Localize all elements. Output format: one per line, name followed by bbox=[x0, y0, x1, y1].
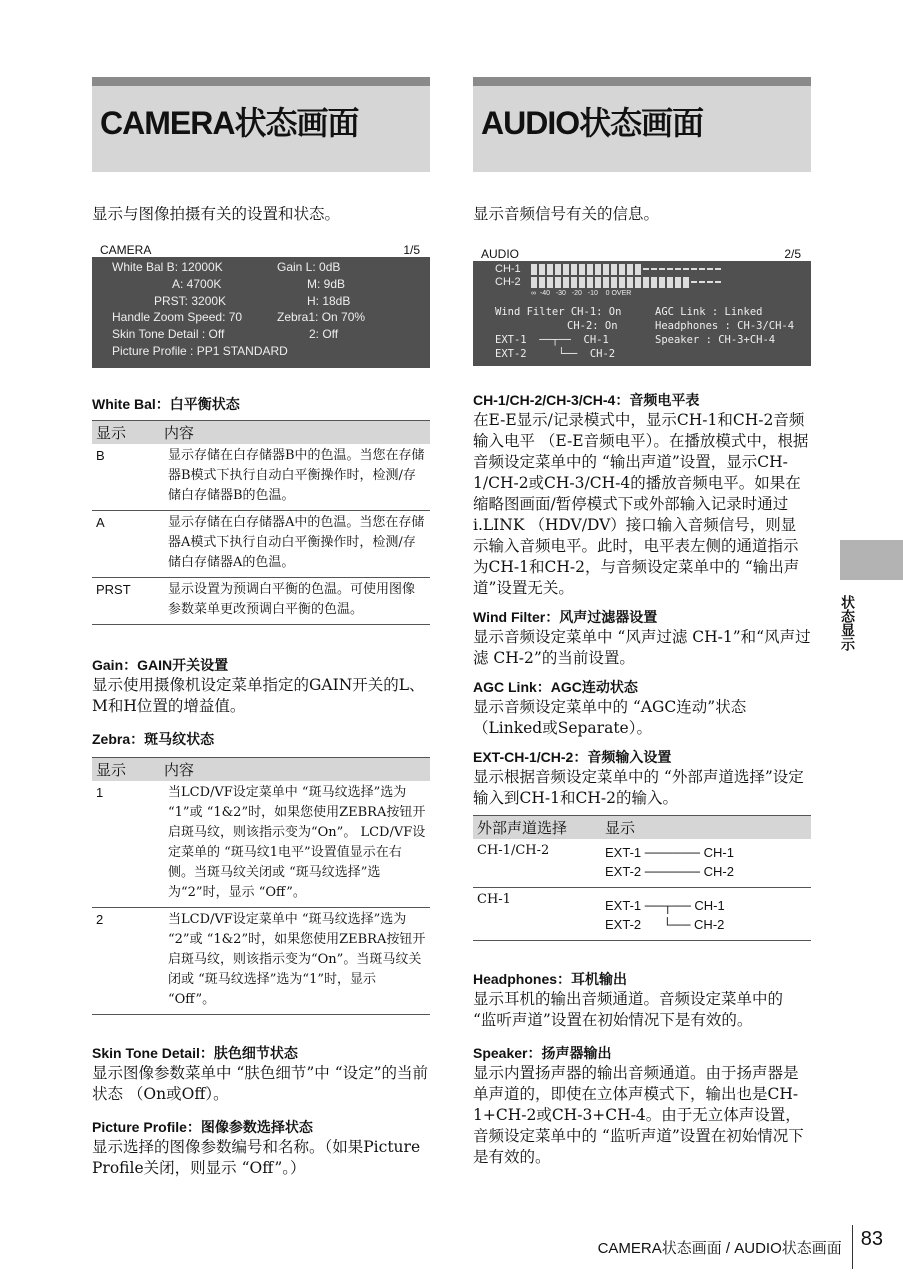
route-line: EXT-1 ──┬── CH-1 bbox=[605, 898, 725, 913]
meter-segment bbox=[587, 277, 593, 288]
camera-section-banner bbox=[92, 77, 430, 172]
table-row bbox=[92, 781, 430, 908]
meter-segment bbox=[667, 268, 673, 270]
meter-segment bbox=[635, 264, 641, 275]
agc-link-heading: AGC Link：AGC连动状态 bbox=[473, 679, 638, 695]
table-cell-key: PRST bbox=[92, 578, 160, 625]
meter-segment bbox=[627, 277, 633, 288]
audio-section-title: AUDIO状态画面 bbox=[481, 105, 704, 141]
table-row bbox=[92, 444, 430, 511]
route-line: EXT-2 └── CH-2 bbox=[605, 917, 725, 932]
white-bal-heading: White Bal：白平衡状态 bbox=[92, 396, 240, 412]
gain-text: 显示使用摄像机设定菜单指定的GAIN开关的L、 M和H位置的增益值。 bbox=[92, 676, 425, 715]
headphones-heading: Headphones：耳机输出 bbox=[473, 971, 628, 987]
meter-segment bbox=[715, 281, 721, 283]
picture-profile-text: 显示选择的图像参数编号和名称。（如果Picture Profile关闭，则显示 “Off”。） bbox=[92, 1138, 421, 1177]
audio-section-banner bbox=[473, 77, 811, 172]
camera-screen-title: CAMERA bbox=[100, 243, 152, 257]
table-cell-value bbox=[601, 888, 811, 941]
gain-heading: Gain：GAIN开关设置 bbox=[92, 657, 229, 673]
table-cell-key: 2 bbox=[92, 908, 160, 1015]
meter-segment bbox=[579, 277, 585, 288]
audio-screen-row: AGC Link : Linked bbox=[655, 306, 763, 318]
meter-segment bbox=[715, 268, 721, 270]
audio-screen-header bbox=[473, 248, 811, 261]
meter-segment bbox=[587, 264, 593, 275]
table-header: 外部声道选择 bbox=[473, 816, 601, 840]
table-cell-value bbox=[601, 839, 811, 888]
meter-segment bbox=[539, 277, 545, 288]
table-cell-key: 1 bbox=[92, 781, 160, 908]
meter-segment bbox=[619, 264, 625, 275]
camera-screen-row: Picture Profile : PP1 STANDARD bbox=[112, 343, 288, 358]
camera-section-title: CAMERA状态画面 bbox=[100, 105, 359, 141]
skin-tone-text: 显示图像参数菜单中 “肤色细节”中 “设定”的当前状态 （On或Off）。 bbox=[92, 1064, 429, 1103]
audio-screen-row: CH-2: On bbox=[567, 320, 618, 332]
left-column bbox=[92, 77, 430, 1179]
table-cell-key: CH-1/CH-2 bbox=[473, 839, 601, 888]
route-line: EXT-2 ────── CH-2 bbox=[605, 864, 734, 879]
meter-segment bbox=[659, 268, 665, 270]
meter-segment bbox=[547, 264, 553, 275]
meter-segment bbox=[547, 277, 553, 288]
meter-label: CH-1 bbox=[495, 263, 521, 275]
level-meter-bars bbox=[531, 276, 723, 288]
camera-screen-page: 1/5 bbox=[403, 243, 420, 257]
chapter-tab bbox=[840, 540, 903, 580]
camera-screen-row: Skin Tone Detail : Off bbox=[112, 327, 225, 342]
ext-table bbox=[473, 815, 811, 941]
table-cell-key: CH-1 bbox=[473, 888, 601, 941]
meter-segment bbox=[675, 268, 681, 270]
meter-segment bbox=[531, 264, 537, 275]
table-header: 显示 bbox=[92, 758, 160, 782]
camera-status-screen bbox=[92, 244, 430, 368]
wind-filter-text: 显示音频设定菜单中 “风声过滤 CH-1”和“风声过滤 CH-2”的当前设置。 bbox=[473, 628, 811, 667]
audio-screen-row: EXT-2 └── CH-2 bbox=[495, 348, 616, 360]
page-footer bbox=[598, 1225, 883, 1269]
meter-label: CH-2 bbox=[495, 276, 521, 288]
wind-filter-heading: Wind Filter：风声过滤器设置 bbox=[473, 609, 658, 625]
table-cell-key: B bbox=[92, 444, 160, 511]
camera-screen-row: Zebra1: On 70% bbox=[277, 310, 366, 325]
meter-segment bbox=[603, 277, 609, 288]
table-row bbox=[473, 839, 811, 888]
camera-screen-row: 2: Off bbox=[309, 327, 339, 342]
audio-intro: 显示音频信号有关的信息。 bbox=[473, 205, 660, 223]
meter-segment bbox=[619, 277, 625, 288]
table-header: 内容 bbox=[160, 758, 430, 782]
meter-segment bbox=[635, 277, 641, 288]
right-column bbox=[473, 77, 811, 1168]
table-row bbox=[92, 908, 430, 1015]
meter-segment bbox=[571, 277, 577, 288]
audio-screen-row: EXT-1 ──┬── CH-1 bbox=[495, 334, 609, 346]
audio-screen-row: Speaker : CH-3+CH-4 bbox=[655, 334, 776, 346]
meter-segment bbox=[699, 268, 705, 270]
meter-segment bbox=[531, 277, 537, 288]
meter-segment bbox=[595, 277, 601, 288]
table-cell-value: 当LCD/VF设定菜单中 “斑马纹选择”选为 “1”或 “1&2”时，如果您使用ZEBRA按钮开启斑马纹，则该指示变为“On”。 LCD/VF设定菜单的 “斑马纹1电平”设置值显示在右侧。当斑马纹关闭或 “斑马纹选择”选为“2”时，显示 “Off”。 bbox=[160, 781, 430, 908]
page-number: 83 bbox=[852, 1225, 883, 1269]
meter-segment bbox=[651, 268, 657, 270]
audio-screen-row: Wind Filter CH-1: On bbox=[495, 306, 622, 318]
meter-segment bbox=[611, 264, 617, 275]
table-row bbox=[92, 511, 430, 578]
camera-screen-row: A: 4700K bbox=[172, 276, 222, 291]
audio-meter-ch1 bbox=[495, 263, 801, 276]
table-header: 显示 bbox=[601, 816, 811, 840]
table-cell-key: A bbox=[92, 511, 160, 578]
meter-segment bbox=[579, 264, 585, 275]
table-cell-value: 显示设置为预调白平衡的色温。可使用图像参数菜单更改预调白平衡的色温。 bbox=[160, 578, 430, 625]
meter-segment bbox=[643, 277, 649, 288]
headphones-text: 显示耳机的输出音频通道。音频设定菜单中的 “监听声道”设置在初始情况下是有效的。 bbox=[473, 990, 784, 1029]
audio-status-screen bbox=[473, 248, 811, 366]
meter-segment bbox=[563, 264, 569, 275]
meter-scale: ∞ -40 -30 -20 -10 0 OVER bbox=[531, 290, 632, 297]
camera-screen-row: M: 9dB bbox=[307, 276, 346, 291]
table-row bbox=[473, 888, 811, 941]
camera-screen-row: PRST: 3200K bbox=[154, 293, 227, 308]
meter-segment bbox=[707, 268, 713, 270]
meter-segment bbox=[555, 264, 561, 275]
level-meter-bars bbox=[531, 263, 723, 275]
meter-segment bbox=[595, 264, 601, 275]
meter-segment bbox=[683, 268, 689, 270]
meter-segment bbox=[683, 277, 689, 288]
audio-meter-ch2 bbox=[495, 276, 801, 289]
meter-segment bbox=[651, 277, 657, 288]
meter-segment bbox=[675, 277, 681, 288]
route-line: EXT-1 ────── CH-1 bbox=[605, 845, 734, 860]
meter-segment bbox=[691, 281, 697, 283]
camera-screen-header bbox=[92, 244, 430, 257]
table-cell-value: 当LCD/VF设定菜单中 “斑马纹选择”选为 “2”或 “1&2”时，如果您使用ZEBRA按钮开启斑马纹，则该指示变为“On”。当斑马纹关闭或 “斑马纹选择”选为“1”时，显示 “Off”。 bbox=[160, 908, 430, 1015]
agc-link-text: 显示音频设定菜单中的 “AGC连动”状态（Linked或Separate）。 bbox=[473, 698, 747, 737]
meter-segment bbox=[611, 277, 617, 288]
level-meter-text: 在E-E显示/记录模式中，显示CH-1和CH-2音频输入电平 （E-E音频电平）。在播放模式中，根据音频设定菜单中的 “输出声道”设置，显示CH-1/CH-2或CH-3/CH-4的播放音频电平。如果在缩略图画面/暂停模式下或外部输入记录时通过i.LINK （HDV/DV）接口输入音频信号，则显示输入音频电平。此时，电平表左侧的通道指示为CH-1和CH-2，与音频设定菜单中的 “输出声道”设置无关。 bbox=[473, 411, 809, 597]
camera-screen-row: Gain L: 0dB bbox=[277, 260, 341, 274]
camera-intro: 显示与图像拍摄有关的设置和状态。 bbox=[92, 205, 341, 223]
meter-segment bbox=[659, 277, 665, 288]
table-row bbox=[92, 578, 430, 625]
speaker-heading: Speaker：扬声器输出 bbox=[473, 1045, 612, 1061]
meter-segment bbox=[707, 281, 713, 283]
white-bal-table bbox=[92, 420, 430, 625]
camera-screen-row: White Bal B: 12000K bbox=[112, 260, 223, 274]
meter-segment bbox=[691, 268, 697, 270]
meter-segment bbox=[571, 264, 577, 275]
meter-segment bbox=[603, 264, 609, 275]
zebra-table bbox=[92, 757, 430, 1015]
table-cell-value: 显示存储在白存储器A中的色温。当您在存储器A模式下执行自动白平衡操作时，检测/存储白存储器A的色温。 bbox=[160, 511, 430, 578]
level-meter-heading: CH-1/CH-2/CH-3/CH-4：音频电平表 bbox=[473, 392, 700, 408]
meter-segment bbox=[667, 277, 673, 288]
table-header: 显示 bbox=[92, 421, 160, 445]
footer-text: CAMERA状态画面 / AUDIO状态画面 bbox=[597, 1239, 842, 1257]
audio-screen-row: Headphones : CH-3/CH-4 bbox=[655, 320, 795, 332]
picture-profile-heading: Picture Profile：图像参数选择状态 bbox=[92, 1119, 313, 1135]
meter-segment bbox=[539, 264, 545, 275]
chapter-side-label: 状态显示 bbox=[840, 595, 856, 651]
audio-screen-title: AUDIO bbox=[481, 247, 520, 261]
meter-segment bbox=[627, 264, 633, 275]
speaker-text: 显示内置扬声器的输出音频通道。由于扬声器是单声道的，即使在立体声模式下，输出也是CH-1+CH-2或CH-3+CH-4。由于无立体声设置，音频设定菜单中的 “监听声道”设置在初始情况下是有效的。 bbox=[473, 1064, 804, 1166]
camera-screen-row: H: 18dB bbox=[307, 293, 351, 308]
skin-tone-heading: Skin Tone Detail：肤色细节状态 bbox=[92, 1045, 298, 1061]
table-cell-value: 显示存储在白存储器B中的色温。当您在存储器B模式下执行自动白平衡操作时，检测/存储白存储器B的色温。 bbox=[160, 444, 430, 511]
meter-segment bbox=[555, 277, 561, 288]
meter-segment bbox=[699, 281, 705, 283]
ext-text: 显示根据音频设定菜单中的 “外部声道选择”设定输入到CH-1和CH-2的输入。 bbox=[473, 768, 804, 807]
audio-screen-page: 2/5 bbox=[784, 247, 801, 261]
camera-screen-row: Handle Zoom Speed: 70 bbox=[112, 310, 243, 325]
table-header: 内容 bbox=[160, 421, 430, 445]
meter-segment bbox=[643, 268, 649, 270]
meter-segment bbox=[563, 277, 569, 288]
ext-heading: EXT-CH-1/CH-2：音频输入设置 bbox=[473, 749, 672, 765]
zebra-heading: Zebra：斑马纹状态 bbox=[92, 731, 215, 747]
